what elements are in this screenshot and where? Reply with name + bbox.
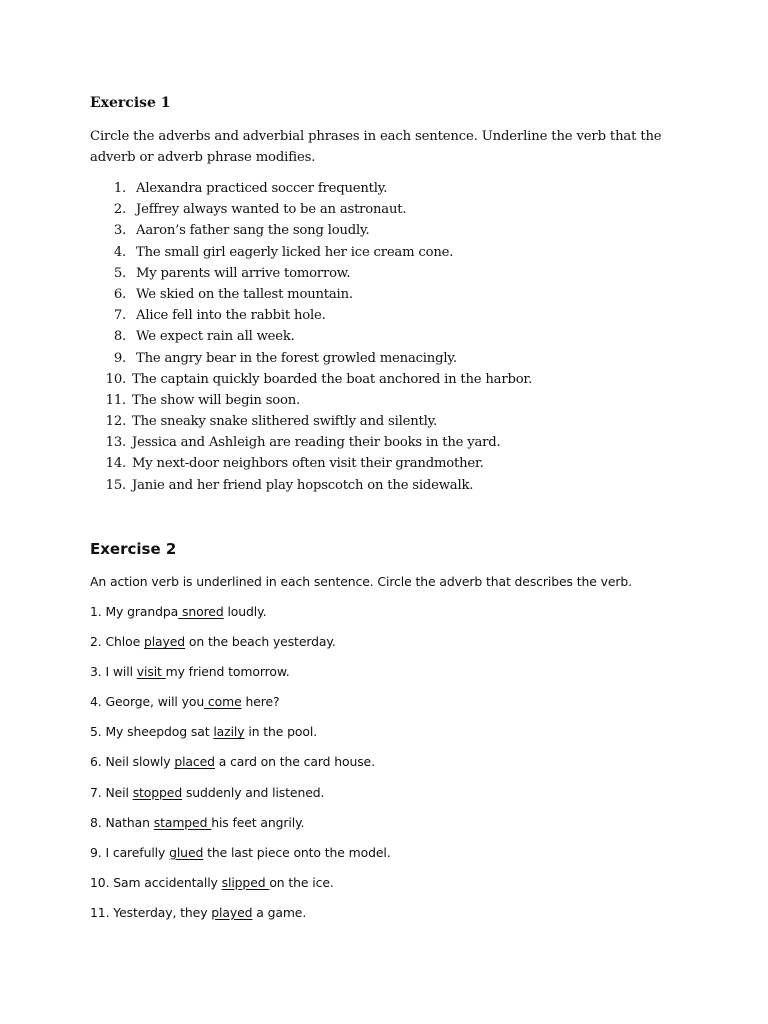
item-sentence: The angry bear in the forest growled menacingly.	[136, 350, 457, 366]
sentence-end: on the ice.	[269, 874, 334, 890]
list-item	[90, 390, 710, 411]
item-sentence: Aaron’s father sang the song loudly.	[136, 223, 370, 239]
item-number: 8.	[113, 329, 126, 345]
item-number: 1.	[113, 181, 126, 196]
list-item	[90, 326, 710, 347]
list-item	[90, 453, 710, 474]
list-item	[90, 263, 710, 284]
exercise-2-list	[90, 603, 391, 934]
item-number: 9.	[113, 350, 126, 366]
sentence-end: loudly.	[223, 604, 267, 619]
sentence-start: 4. George, will you	[90, 694, 205, 710]
item-number: 10.	[105, 371, 126, 387]
item-number: 13.	[105, 435, 126, 451]
sentence-start: 7. Neil	[90, 784, 133, 800]
sentence-start: 10. Sam accidentally	[90, 874, 222, 890]
item-number: 15.	[105, 477, 126, 493]
list-item	[90, 814, 391, 844]
sentence-start: 11. Yesterday, they	[90, 904, 212, 920]
sentence-start: 5. My sheepdog sat	[90, 724, 214, 740]
list-item	[90, 633, 391, 663]
item-number: 12.	[105, 414, 126, 430]
sentence-end: here?	[241, 694, 280, 710]
item-number: 2.	[113, 202, 126, 218]
list-item	[90, 844, 391, 874]
exercise-2-heading: Exercise 2	[90, 540, 177, 558]
item-sentence: We expect rain all week.	[136, 329, 295, 345]
list-item	[90, 348, 710, 369]
item-sentence: The sneaky snake slithered swiftly and silently.	[132, 414, 438, 430]
item-number: 4.	[113, 244, 126, 260]
item-sentence: The captain quickly boarded the boat anchored in the harbor.	[132, 371, 533, 387]
underlined-verb: placed	[174, 754, 215, 770]
exercise-1-instructions: Circle the adverbs and adverbial phrases in each sentence. Underline the verb that the adverb or adverb phrase modifies.	[90, 129, 662, 165]
sentence-start: 1. My grandpa	[90, 604, 179, 619]
sentence-end: a game.	[252, 904, 307, 920]
item-number: 5.	[113, 265, 126, 281]
list-item	[90, 369, 710, 390]
item-number: 6.	[113, 286, 126, 302]
list-item	[90, 432, 710, 453]
sentence-end: my friend tomorrow.	[165, 664, 290, 680]
sentence-start: 8. Nathan	[90, 814, 154, 830]
underlined-verb: played	[143, 634, 186, 650]
list-item	[90, 874, 391, 904]
list-item	[90, 305, 710, 326]
item-number: 11.	[105, 392, 126, 408]
list-item	[90, 220, 710, 241]
list-item	[90, 603, 391, 633]
sentence-end: suddenly and listened.	[182, 784, 325, 800]
sentence-start: 9. I carefully	[90, 844, 170, 860]
item-sentence: The show will begin soon.	[132, 392, 301, 408]
item-sentence: Jeffrey always wanted to be an astronaut.	[136, 202, 407, 218]
exercise-1-heading: Exercise 1	[90, 95, 171, 111]
list-item	[90, 178, 710, 199]
underlined-verb: visit	[136, 664, 166, 680]
sentence-end: his feet angrily.	[211, 814, 305, 830]
item-sentence: Alexandra practiced soccer frequently.	[136, 181, 388, 196]
underlined-verb: snored	[178, 604, 224, 619]
item-number: 14.	[105, 456, 126, 472]
item-number: 3.	[113, 223, 126, 239]
underlined-verb: slipped	[221, 874, 270, 890]
sentence-end: a card on the card house.	[214, 754, 375, 770]
underlined-verb: stamped	[153, 814, 212, 830]
list-item	[90, 284, 710, 305]
list-item	[90, 663, 391, 693]
list-item	[90, 723, 391, 753]
underlined-verb: stopped	[132, 784, 183, 800]
sentence-end: the last piece onto the model.	[203, 844, 391, 860]
underlined-verb: lazily	[213, 724, 245, 740]
underlined-verb: played	[211, 904, 253, 920]
list-item	[90, 753, 391, 783]
list-item	[90, 475, 710, 496]
item-sentence: Janie and her friend play hopscotch on the sidewalk.	[132, 477, 474, 493]
item-sentence: Alice fell into the rabbit hole.	[136, 308, 326, 324]
item-number: 7.	[113, 308, 126, 324]
list-item	[90, 242, 710, 263]
item-sentence: Jessica and Ashleigh are reading their books in the yard.	[132, 435, 501, 451]
sentence-start: 6. Neil slowly	[90, 754, 175, 770]
list-item	[90, 904, 391, 934]
sentence-start: 3. I will	[90, 664, 137, 680]
exercise-2-instructions: An action verb is underlined in each sentence. Circle the adverb that describes the verb.	[90, 574, 632, 589]
underlined-verb: come	[204, 694, 242, 710]
item-sentence: My parents will arrive tomorrow.	[136, 265, 351, 281]
list-item	[90, 784, 391, 814]
item-sentence: We skied on the tallest mountain.	[136, 286, 353, 302]
exercise-1-list	[90, 178, 710, 496]
list-item	[90, 199, 710, 220]
list-item	[90, 693, 391, 723]
underlined-verb: glued	[169, 844, 204, 860]
sentence-end: on the beach yesterday.	[185, 634, 336, 650]
item-sentence: My next-door neighbors often visit their grandmother.	[132, 456, 484, 472]
list-item	[90, 411, 710, 432]
sentence-end: in the pool.	[244, 724, 318, 740]
sentence-start: 2. Chloe	[90, 634, 144, 650]
item-sentence: The small girl eagerly licked her ice cream cone.	[136, 244, 454, 260]
